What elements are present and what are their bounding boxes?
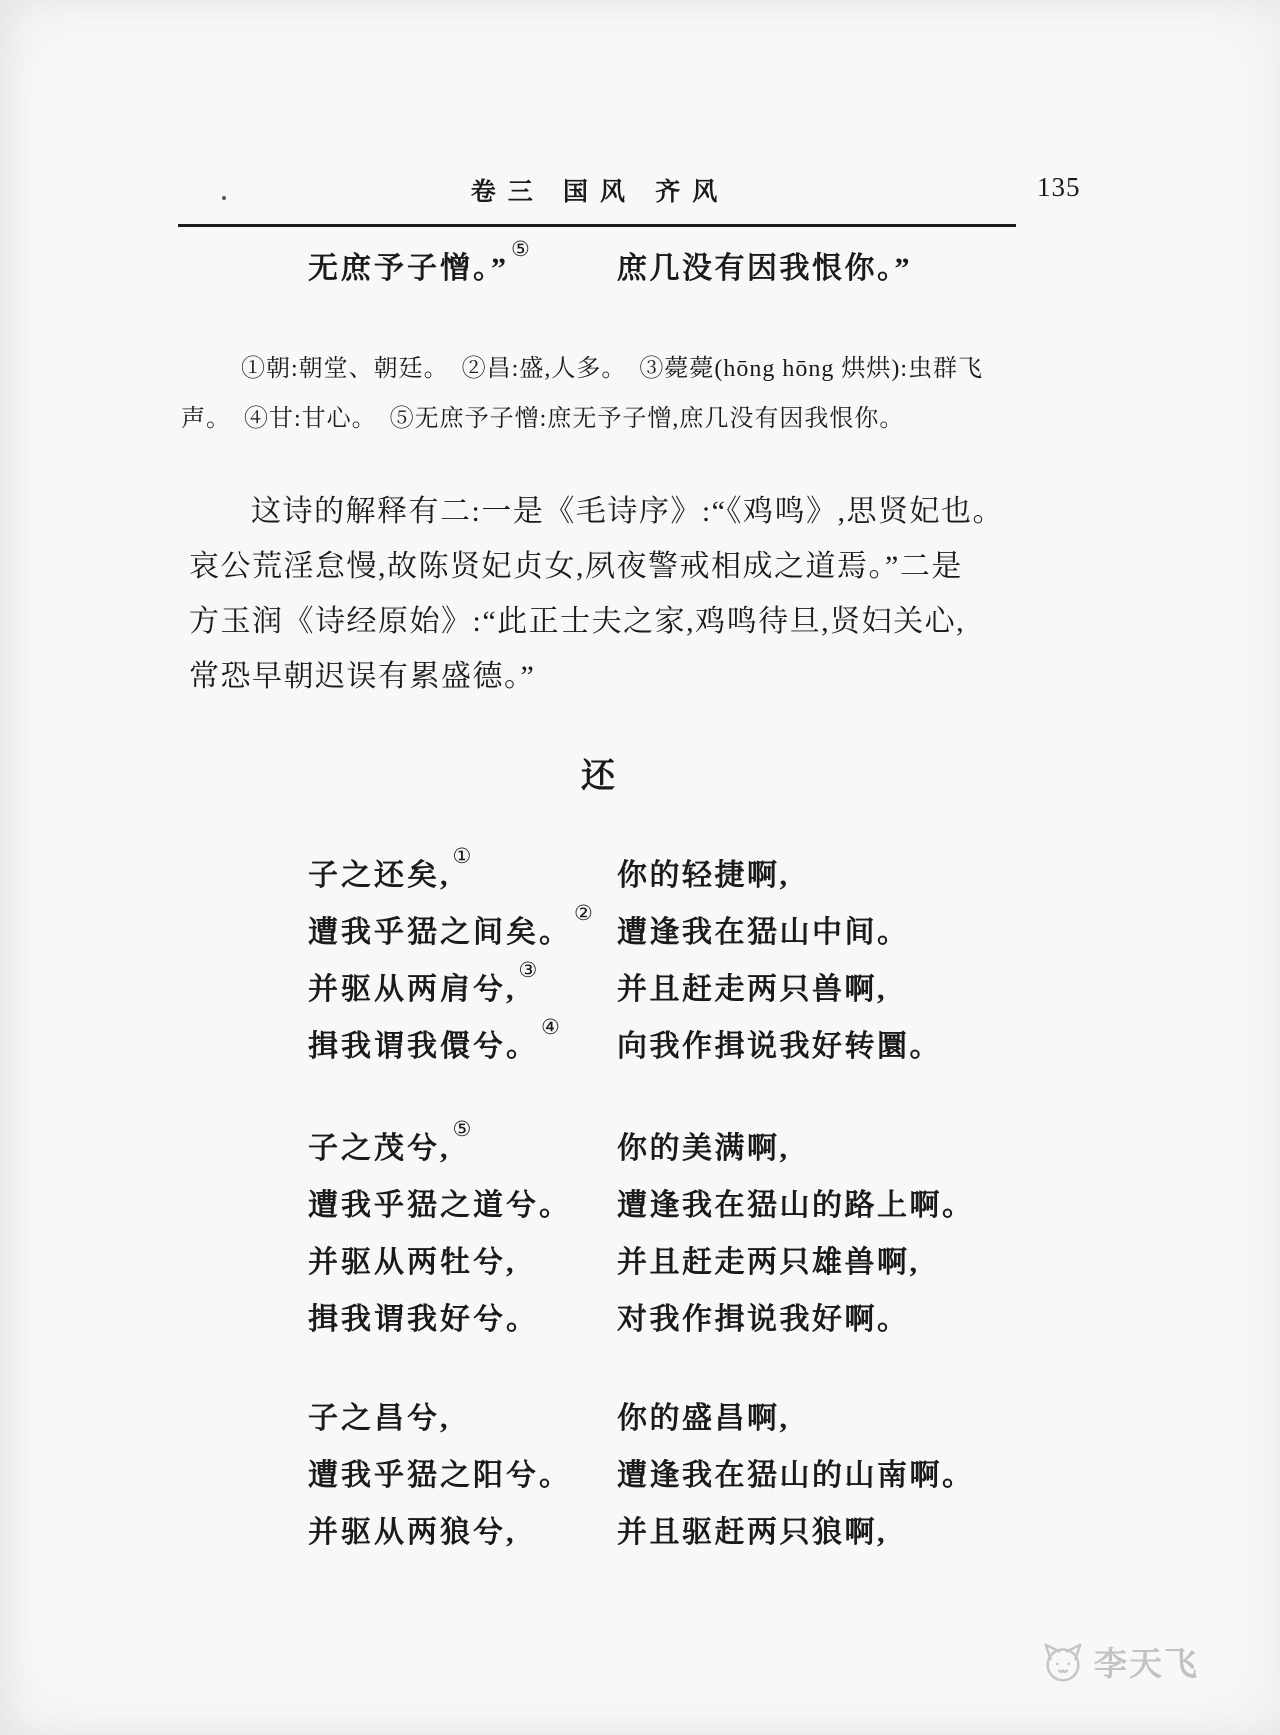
interpretation-line: 方玉润《诗经原始》:“此正士夫之家,鸡鸣待旦,贤妇关心, — [189, 605, 966, 638]
carryover-translation: 庶几没有因我恨你。” — [617, 252, 912, 285]
poem-line-translation: 对我作揖说我好啊。 — [617, 1303, 910, 1336]
note-marker: ② — [574, 901, 593, 925]
poem-line-translation: 遭逢我在峱山的路上啊。 — [617, 1189, 975, 1222]
notes-line: 声。 ④甘:甘心。 ⑤无庶予子憎:庶无予子憎,庶几没有因我恨你。 — [181, 406, 905, 432]
poem-line-cn-text: 揖我谓我儇兮。 — [308, 1030, 539, 1063]
poem-line-cn-text: 遭我乎峱之道兮。 — [308, 1189, 572, 1222]
poem-line-cn-text: 遭我乎峱之阳兮。 — [308, 1459, 572, 1492]
note-marker: ⑤ — [452, 1117, 472, 1141]
carryover-source — [308, 237, 530, 287]
poem-line — [0, 901, 1280, 951]
poem-line — [0, 1117, 1280, 1167]
poem-line-cn-text: 揖我谓我好兮。 — [308, 1303, 539, 1336]
watermark — [1040, 1638, 1199, 1685]
poem-line — [0, 1507, 1280, 1551]
poem-line-cn — [308, 901, 593, 951]
poem-line — [0, 1393, 1280, 1437]
poem-line-cn-text: 子之茂兮, — [308, 1132, 451, 1165]
poem-line-cn — [308, 1507, 519, 1551]
watermark-text: 李天飞 — [1094, 1647, 1199, 1683]
poem-line-cn — [308, 1237, 519, 1281]
poem-line-cn — [308, 1015, 560, 1065]
poem-line-translation: 你的轻捷啊, — [617, 859, 790, 892]
header-chapter: 卷三 国风 齐风 — [470, 179, 730, 206]
poem-line-translation: 遭逢我在峱山的山南啊。 — [617, 1459, 975, 1492]
poem-line-cn-text: 子之还矣, — [308, 859, 451, 892]
interpretation-line: 常恐早朝迟误有累盛德。” — [189, 660, 536, 693]
poem-line — [0, 1294, 1280, 1338]
poem-line-cn-text: 子之昌兮, — [308, 1402, 451, 1435]
poem-line — [0, 1237, 1280, 1281]
poem-line-cn-text: 遭我乎峱之间矣。 — [308, 916, 572, 949]
poem-title: 还 — [581, 758, 619, 795]
notes-line: ①朝:朝堂、朝廷。 ②昌:盛,人多。 ③薨薨(hōng hōng 烘烘):虫群飞 — [241, 356, 983, 382]
poem-line-cn-text: 并驱从两狼兮, — [308, 1516, 517, 1549]
poem-line-cn — [308, 1180, 574, 1224]
poem-line — [0, 844, 1280, 894]
interpretation-line: 这诗的解释有二:一是《毛诗序》:“《鸡鸣》,思贤妃也。 — [251, 495, 1004, 528]
interpretation-line: 哀公荒淫怠慢,故陈贤妃贞女,夙夜警戒相成之道焉。”二是 — [189, 550, 963, 583]
poem-line-translation: 遭逢我在峱山中间。 — [617, 916, 910, 949]
poem-line-translation: 你的盛昌啊, — [617, 1402, 790, 1435]
carryover-row — [0, 237, 1280, 287]
poem-line-translation: 并且赶走两只兽啊, — [617, 973, 887, 1006]
poem-line-translation: 并且驱赶两只狼啊, — [617, 1516, 887, 1549]
poem-line-cn-text: 并驱从两牡兮, — [308, 1246, 517, 1279]
poem-line-cn — [308, 958, 538, 1008]
poem-line-translation: 你的美满啊, — [617, 1132, 790, 1165]
page-number: 135 — [1037, 172, 1081, 202]
poem-line-translation: 并且赶走两只雄兽啊, — [617, 1246, 920, 1279]
poem-line-translation: 向我作揖说我好转圜。 — [617, 1030, 942, 1063]
poem-line-cn — [308, 1294, 541, 1338]
header-rule — [178, 224, 1016, 227]
note-marker: ④ — [541, 1015, 560, 1039]
poem-line-cn — [308, 1393, 453, 1437]
poem-line — [0, 1450, 1280, 1494]
poem-line-cn — [308, 844, 472, 894]
note-marker: ⑤ — [511, 237, 530, 261]
cat-face-icon — [1040, 1639, 1086, 1685]
note-marker: ③ — [518, 958, 538, 982]
poem-line-cn-text: 并驱从两肩兮, — [308, 973, 517, 1006]
poem-line-cn — [308, 1450, 574, 1494]
note-marker: ① — [452, 844, 472, 868]
carryover-source-text: 无庶予子憎。” — [308, 252, 509, 285]
poem-line — [0, 1015, 1280, 1065]
scan-speck — [222, 196, 226, 200]
poem-line — [0, 958, 1280, 1008]
poem-line-cn — [308, 1117, 472, 1167]
poem-line — [0, 1180, 1280, 1224]
